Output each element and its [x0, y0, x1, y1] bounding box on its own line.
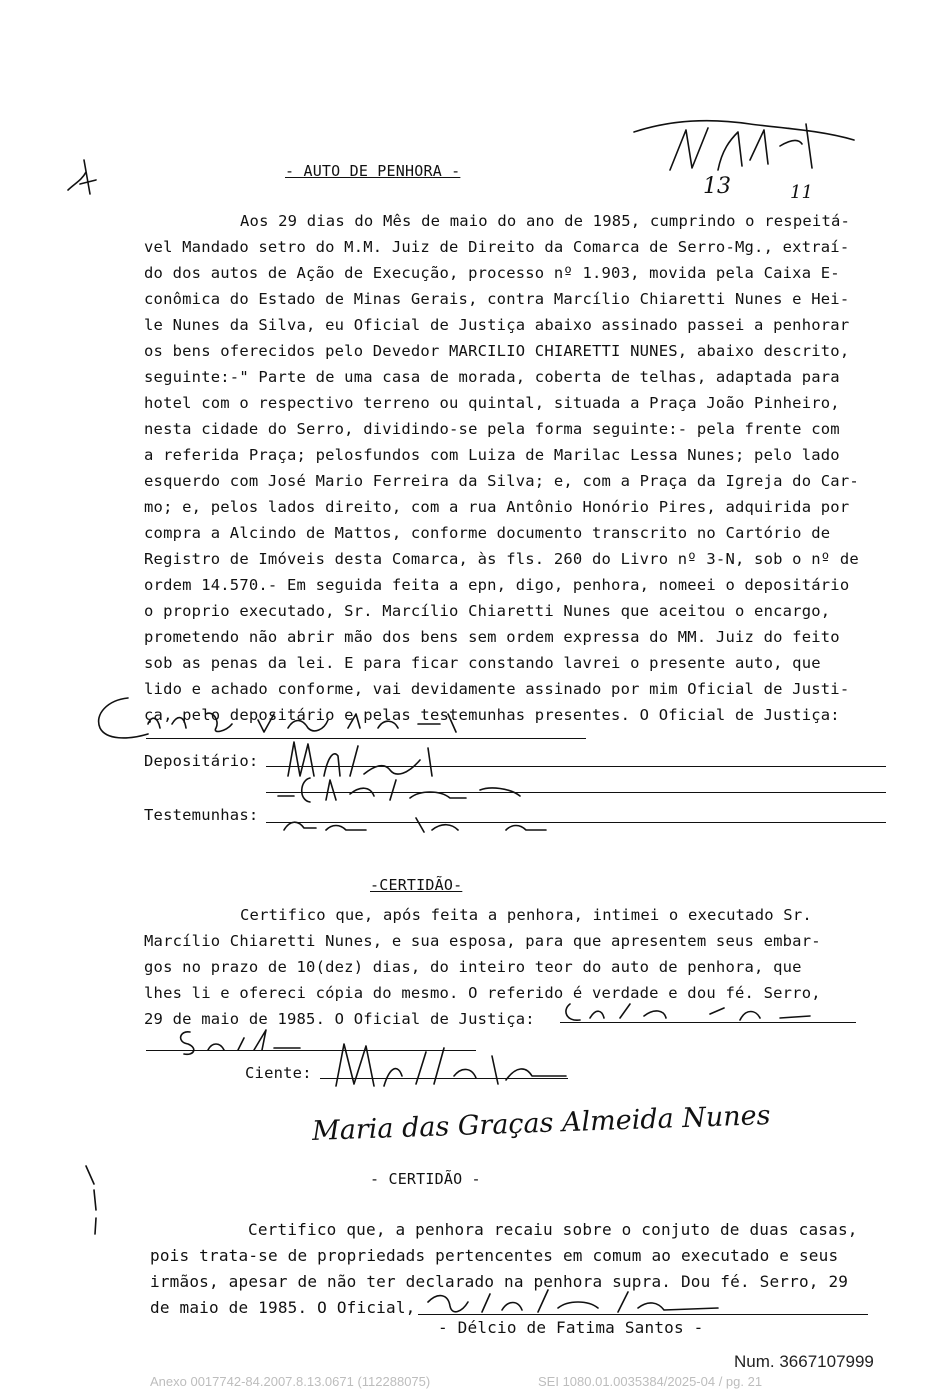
witness-signature-1 [270, 770, 550, 810]
certidao-1-line: Marcílio Chiaretti Nunes, e sua esposa, para que apresentem seus embar- [144, 932, 821, 950]
folio-sheet-number: 11 [790, 182, 813, 203]
folio-page-number: 13 [703, 174, 731, 199]
auto-line: sob as penas da lei. E para ficar constando lavrei o presente auto, que [144, 654, 821, 672]
certidao-2-officer-signature [418, 1282, 738, 1322]
witness-signature-2 [276, 806, 576, 840]
auto-line: conômica do Estado de Minas Gerais, contra Marcílio Chiaretti Nunes e Hei- [144, 290, 850, 308]
auto-line: seguinte:-" Parte de uma casa de morada, coberta de telhas, adaptada para [144, 368, 840, 386]
document-number: Num. 3667107999 [734, 1352, 874, 1371]
certidao-2-title-text: - CERTIDÃO - [370, 1170, 481, 1188]
certidao-1-title: -CERTIDÃO- [370, 876, 463, 894]
certidao-2-line: irmãos, apesar de não ter declarado na penhora supra. Dou fé. Serro, 29 [150, 1272, 849, 1291]
certidao-1-line: Certifico que, após feita a penhora, intimei o executado Sr. [240, 906, 812, 924]
folio-rubric [630, 110, 860, 190]
auto-line: Aos 29 dias do Mês de maio do ano de 1985, cumprindo o respeitá- [240, 212, 851, 230]
certidao-1-officer-signature-cont [150, 1024, 310, 1058]
ciente-line [320, 1078, 568, 1079]
witness-line-1 [266, 792, 886, 793]
footer-anexo: Anexo 0017742-84.2007.8.13.0671 (112288075) [150, 1374, 431, 1389]
margin-bracket [80, 1160, 110, 1240]
certidao-2-officer-line [418, 1314, 868, 1315]
auto-line: hotel com o respectivo terreno ou quintal, situada a Praça João Pinheiro, [144, 394, 840, 412]
certidao-2-line: Certifico que, a penhora recaiu sobre o conjuto de duas casas, [248, 1220, 858, 1239]
ciente-label: Ciente: [245, 1064, 312, 1082]
auto-line: compra a Alcindo de Mattos, conforme documento transcrito no Cartório de [144, 524, 831, 542]
auto-line: mo; e, pelos lados direito, com a rua Antônio Honório Pires, adquirida por [144, 498, 850, 516]
auto-line: ordem 14.570.- Em seguida feita a epn, digo, penhora, nomeei o depositário [144, 576, 850, 594]
ciente-signature [326, 1036, 576, 1096]
auto-line: do dos autos de Ação de Execução, processo nº 1.903, movida pela Caixa E- [144, 264, 840, 282]
auto-line: vel Mandado setro do M.M. Juiz de Direito da Comarca de Serro-Mg., extraí- [144, 238, 850, 256]
auto-line: o proprio executado, Sr. Marcílio Chiaretti Nunes que aceitou o encargo, [144, 602, 831, 620]
depositario-label: Depositário: [144, 752, 259, 770]
certidao-1-line: 29 de maio de 1985. O Oficial de Justiça: [144, 1010, 535, 1028]
witness-line-2 [266, 822, 886, 823]
auto-line: le Nunes da Silva, eu Oficial de Justiça abaixo assinado passei a penhorar [144, 316, 850, 334]
certidao-2-title [370, 1170, 481, 1188]
auto-line: prometendo não abrir mão dos bens sem ordem expressa do MM. Juiz do feito [144, 628, 840, 646]
auto-line: os bens oferecidos pelo Devedor MARCILIO CHIARETTI NUNES, abaixo descrito, [144, 342, 850, 360]
certidao-1-line: gos no prazo de 10(dez) dias, do inteiro teor do auto de penhora, que [144, 958, 802, 976]
certidao-2-line: de maio de 1985. O Oficial, [150, 1298, 416, 1317]
auto-line: ça, pelo depositário e pelas testemunhas presentes. O Oficial de Justiça: [144, 706, 840, 724]
auto-line: esquerdo com José Mario Ferreira da Silva; e, com a Praça da Igreja do Car- [144, 472, 859, 490]
certidao-2-line: pois trata-se de propriedads pertencentes em comum ao executado e seus [150, 1246, 839, 1265]
certidao-1-line: lhes li e ofereci cópia do mesmo. O referido é verdade e dou fé. Serro, [144, 984, 821, 1002]
testemunhas-label: Testemunhas: [144, 806, 259, 824]
footer-sei: SEI 1080.01.0035384/2025-04 / pg. 21 [538, 1374, 763, 1389]
depositario-line [266, 766, 886, 767]
auto-line: lido e achado conforme, vai devidamente assinado por mim Oficial de Justi- [144, 680, 850, 698]
certidao-1-officer-line [560, 1022, 856, 1023]
certidao-2-signer: - Délcio de Fatima Santos - [438, 1318, 704, 1337]
auto-title: - AUTO DE PENHORA - [285, 162, 461, 180]
auto-line: nesta cidade do Serro, dividindo-se pela forma seguinte:- pela frente com [144, 420, 840, 438]
auto-line: Registro de Imóveis desta Comarca, às fls. 260 do Livro nº 3-N, sob o nº de [144, 550, 859, 568]
ciente-signature-name: Maria das Graças Almeida Nunes [311, 1100, 771, 1147]
auto-line: a referida Praça; pelosfundos com Luiza de Marilac Lessa Nunes; pelo lado [144, 446, 840, 464]
margin-scribble [60, 150, 110, 210]
